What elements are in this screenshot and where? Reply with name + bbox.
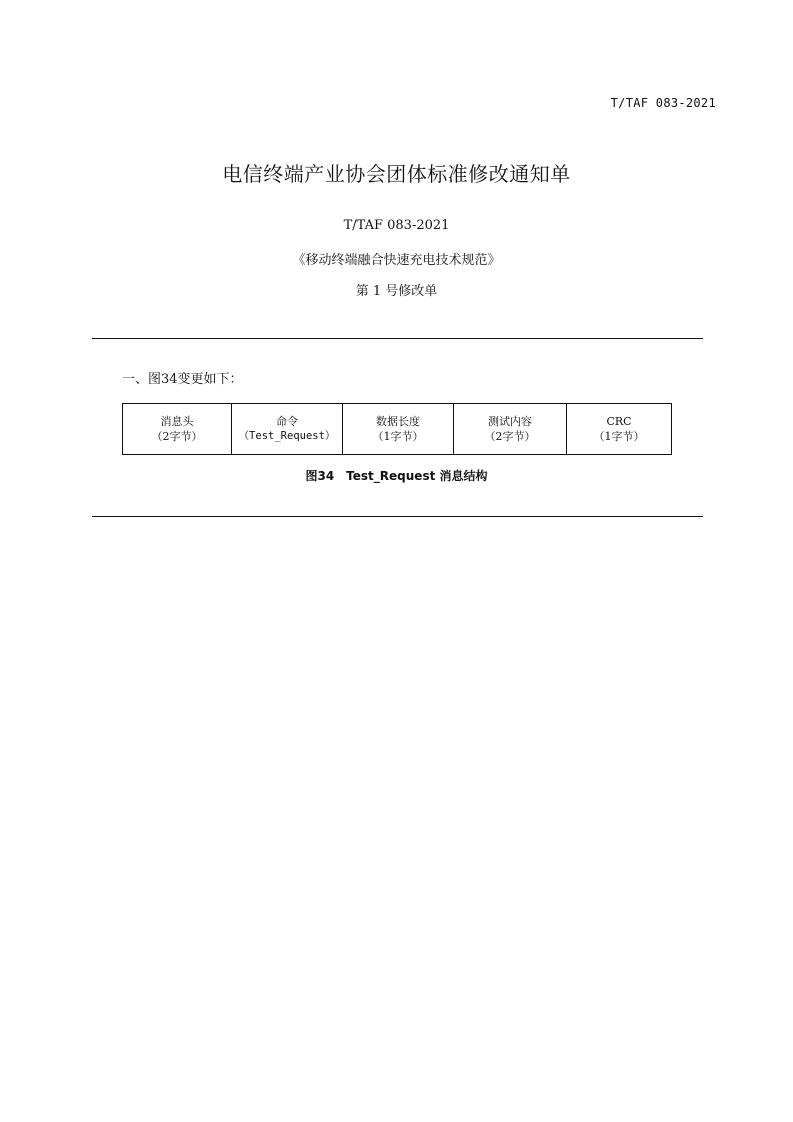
cell-field-size: （2字节） [151, 430, 203, 443]
cell-field-name: CRC [606, 415, 632, 428]
top-divider [92, 338, 703, 339]
change-intro: 一、图34变更如下： [122, 372, 243, 387]
cell-field-name: 消息头 [160, 415, 194, 428]
table-cell-command [232, 404, 343, 455]
standard-name: 《移动终端融合快速充电技术规范》 [292, 253, 501, 268]
table-cell-crc [567, 404, 672, 455]
cell-field-name: 测试内容 [488, 415, 532, 428]
amendment-number: 第 1 号修改单 [355, 284, 438, 299]
cell-field-name: 数据长度 [376, 415, 420, 428]
cell-field-size: （2字节） [484, 430, 536, 443]
table-row [123, 404, 672, 455]
cell-field-size: （1字节） [372, 430, 424, 443]
figure-caption: 图34 Test_Request 消息结构 [305, 469, 488, 483]
cell-field-name: 命令 [276, 415, 298, 428]
cell-field-size: （1字节） [593, 430, 645, 443]
cell-field-size: （Test_Request） [238, 430, 336, 442]
table-cell-test-content [454, 404, 567, 455]
message-structure-table [122, 403, 672, 455]
bottom-divider [92, 516, 703, 517]
page-title: 电信终端产业协会团体标准修改通知单 [222, 162, 571, 186]
table-cell-header [123, 404, 232, 455]
standard-code: T/TAF 083-2021 [343, 218, 450, 233]
header-doc-code: T/TAF 083-2021 [610, 96, 716, 110]
table-cell-data-length [343, 404, 454, 455]
